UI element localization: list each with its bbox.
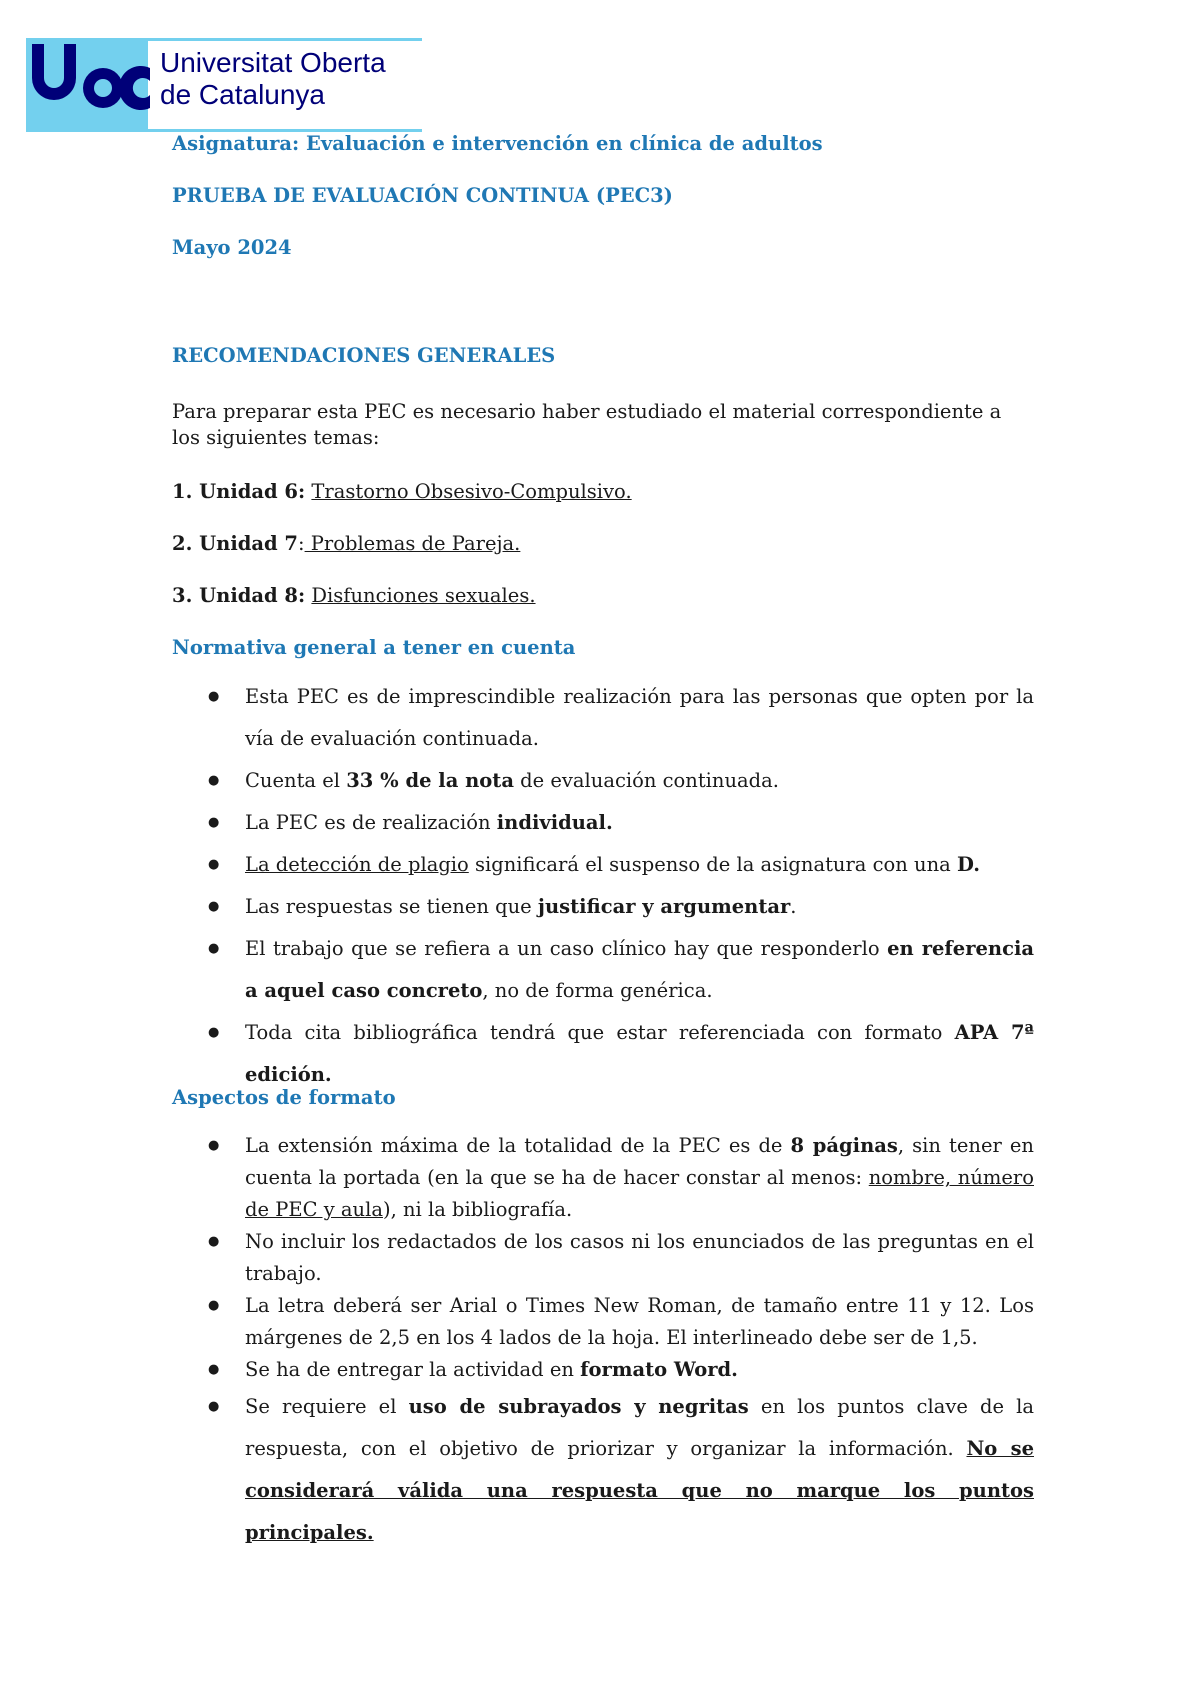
list-item xyxy=(172,886,1034,928)
list-item-underline: La detección de plagio xyxy=(245,853,469,876)
list-item-text: . xyxy=(790,895,797,918)
unit-item-6 xyxy=(172,480,632,503)
list-item-bold: 8 páginas xyxy=(790,1134,898,1157)
bullet-icon: ● xyxy=(208,1362,220,1377)
list-item-bold: APA 7ª edición. xyxy=(245,1021,1035,1086)
list-item-text: Toda cita bibliográfica tendrá que estar referenciada con formato xyxy=(245,1021,955,1044)
list-item xyxy=(172,928,1034,1012)
list-item-bold: formato Word. xyxy=(580,1358,738,1381)
bullet-icon: ● xyxy=(208,1399,220,1414)
list-item-text: Cuenta el xyxy=(245,769,347,792)
bullet-icon: ● xyxy=(208,899,220,914)
unit-separator: : xyxy=(298,532,305,555)
list-item-text: El trabajo que se refiera a un caso clínico hay que responderlo xyxy=(245,937,888,960)
test-title: PRUEBA DE EVALUACIÓN CONTINUA (PEC3) xyxy=(172,184,673,207)
list-item-bold: individual. xyxy=(496,811,613,834)
bullet-icon: ● xyxy=(208,1298,220,1313)
list-item xyxy=(172,1130,1034,1226)
list-item-text: ), ni la bibliografía. xyxy=(382,1198,573,1221)
list-item-text: La letra deberá ser Arial o Times New Roman, de tamaño entre 11 y 12. Los márgenes de 2,5 en los 4 lados de la hoja. El interlineado debe ser de 1,5. xyxy=(245,1294,1034,1349)
bullet-icon: ● xyxy=(208,1025,220,1040)
bullet-icon: ● xyxy=(208,689,220,704)
unit-title: Disfunciones sexuales. xyxy=(311,584,536,607)
list-item-text: , no de forma genérica. xyxy=(482,979,713,1002)
unit-label: 3. Unidad 8: xyxy=(172,584,306,607)
list-item-text: Se requiere el xyxy=(245,1395,409,1418)
list-item xyxy=(172,1012,1034,1096)
logo-text-line2: de Catalunya xyxy=(160,79,326,110)
list-item xyxy=(172,1354,1034,1386)
bullet-icon: ● xyxy=(208,941,220,956)
formato-heading: Aspectos de formato xyxy=(172,1086,396,1109)
list-item-text: de evaluación continuada. xyxy=(513,769,779,792)
bullet-icon: ● xyxy=(208,815,220,830)
list-item-text: Se ha de entregar la actividad en xyxy=(245,1358,581,1381)
list-item-text: La extensión máxima de la totalidad de la PEC es de xyxy=(245,1134,791,1157)
list-item xyxy=(172,1386,1034,1554)
unit-title: Trastorno Obsesivo-Compulsivo. xyxy=(311,480,632,503)
bullet-icon: ● xyxy=(208,857,220,872)
list-item-bold: D. xyxy=(957,853,981,876)
list-item xyxy=(172,802,1034,844)
unit-label: 1. Unidad 6: xyxy=(172,480,306,503)
date-label: Mayo 2024 xyxy=(172,236,292,259)
list-item-underline: nombre, número de PEC y aula xyxy=(245,1166,1034,1221)
intro-line-2: los siguientes temas: xyxy=(172,426,380,449)
bullet-icon: ● xyxy=(208,1138,220,1153)
unit-item-7 xyxy=(172,532,520,555)
unit-title: Problemas de Pareja. xyxy=(304,532,521,555)
logo-text-line1: Universitat Oberta xyxy=(160,47,386,78)
list-item xyxy=(172,676,1034,760)
recommendations-heading: RECOMENDACIONES GENERALES xyxy=(172,344,556,367)
list-item xyxy=(172,1290,1034,1354)
subject-title: Asignatura: Evaluación e intervención en clínica de adultos xyxy=(172,132,823,155)
normativa-list xyxy=(172,676,1034,1096)
list-item-text: , sin tener en cuenta la portada (en la que se ha de hacer constar al menos: xyxy=(245,1134,1034,1189)
unit-label: 2. Unidad 7 xyxy=(172,532,298,555)
list-item-text: significará el suspenso de la asignatura con una xyxy=(468,853,957,876)
list-item-bold: uso de subrayados y negritas xyxy=(408,1395,749,1418)
list-item-text: en los puntos clave de la respuesta, con el objetivo de priorizar y organizar la información. xyxy=(245,1395,1035,1460)
list-item-bold: justificar y argumentar xyxy=(537,895,791,918)
normativa-heading: Normativa general a tener en cuenta xyxy=(172,636,576,659)
list-item-text: Las respuestas se tienen que xyxy=(245,895,538,918)
list-item xyxy=(172,1226,1034,1290)
formato-list xyxy=(172,1130,1034,1554)
uoc-logo-graphic xyxy=(26,38,422,132)
list-item-bold: en referencia a aquel caso concreto xyxy=(245,937,1034,1002)
bullet-icon: ● xyxy=(208,1234,220,1249)
list-item xyxy=(172,844,1034,886)
intro-line-1: Para preparar esta PEC es necesario haber estudiado el material correspondiente a xyxy=(172,400,1002,423)
list-item-text: Esta PEC es de imprescindible realización para las personas que opten por la vía de evaluación continuada. xyxy=(245,685,1034,750)
list-item-bold-underline: No se considerará válida una respuesta que no marque los puntos principales. xyxy=(245,1437,1034,1544)
list-item-text: La PEC es de realización xyxy=(245,811,497,834)
list-item xyxy=(172,760,1034,802)
uoc-logo xyxy=(26,38,422,132)
list-item-text: No incluir los redactados de los casos ni los enunciados de las preguntas en el trabajo. xyxy=(245,1230,1034,1285)
unit-item-8 xyxy=(172,584,536,607)
bullet-icon: ● xyxy=(208,773,220,788)
list-item-bold: 33 % de la nota xyxy=(346,769,514,792)
